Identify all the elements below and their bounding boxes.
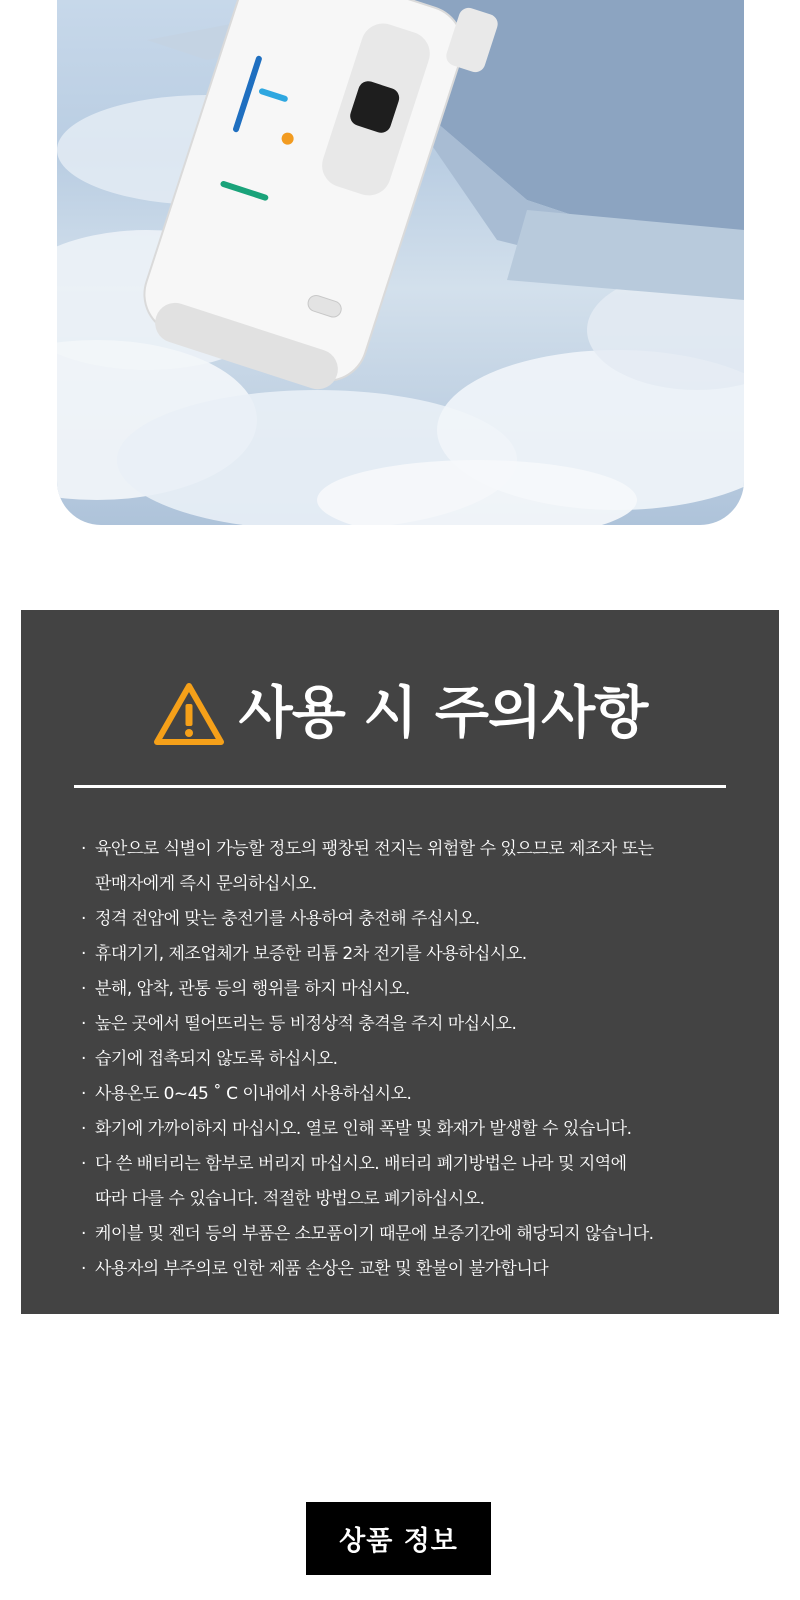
- caution-item: · 사용온도 0~45 ˚ C 이내에서 사용하십시오.: [81, 1084, 412, 1104]
- caution-item: · 다 쓴 배터리는 함부로 버리지 마십시오. 배터리 폐기방법은 나라 및 지역에 따라 다를 수 있습니다. 적절한 방법으로 폐기하십시오.: [81, 1154, 627, 1209]
- caution-item: · 분해, 압착, 관통 등의 행위를 하지 마십시오.: [81, 979, 410, 999]
- caution-item: · 사용자의 부주의로 인한 제품 손상은 교환 및 환불이 불가합니다: [81, 1259, 549, 1279]
- caution-item: · 케이블 및 젠더 등의 부품은 소모품이기 때문에 보증기간에 해당되지 않습니다.: [81, 1224, 654, 1244]
- caution-item: · 정격 전압에 맞는 충전기를 사용하여 충전해 주십시오.: [81, 909, 480, 929]
- caution-item: · 화기에 가까이하지 마십시오. 열로 인해 폭발 및 화재가 발생할 수 있습니다.: [81, 1119, 632, 1139]
- product-info-button[interactable]: 상품 정보: [306, 1502, 491, 1575]
- powerbank-airplane-photo: [57, 0, 744, 525]
- caution-heading: [21, 674, 779, 754]
- caution-item: · 높은 곳에서 떨어뜨리는 등 비정상적 충격을 주지 마십시오.: [81, 1014, 517, 1034]
- caution-item: · 육안으로 식별이 가능할 정도의 팽창된 전지는 위험할 수 있으므로 제조자 또는 판매자에게 즉시 문의하십시오.: [81, 839, 654, 894]
- caution-title: 사용 시 주의사항: [238, 681, 648, 746]
- warning-triangle-icon: [153, 682, 225, 746]
- caution-item: · 습기에 접촉되지 않도록 하십시오.: [81, 1049, 338, 1069]
- product-hero-image: [57, 0, 744, 525]
- title-divider: [74, 785, 726, 788]
- caution-item: · 휴대기기, 제조업체가 보증한 리튬 2차 전기를 사용하십시오.: [81, 944, 527, 964]
- caution-list: [81, 832, 721, 1287]
- caution-panel: [21, 610, 779, 1314]
